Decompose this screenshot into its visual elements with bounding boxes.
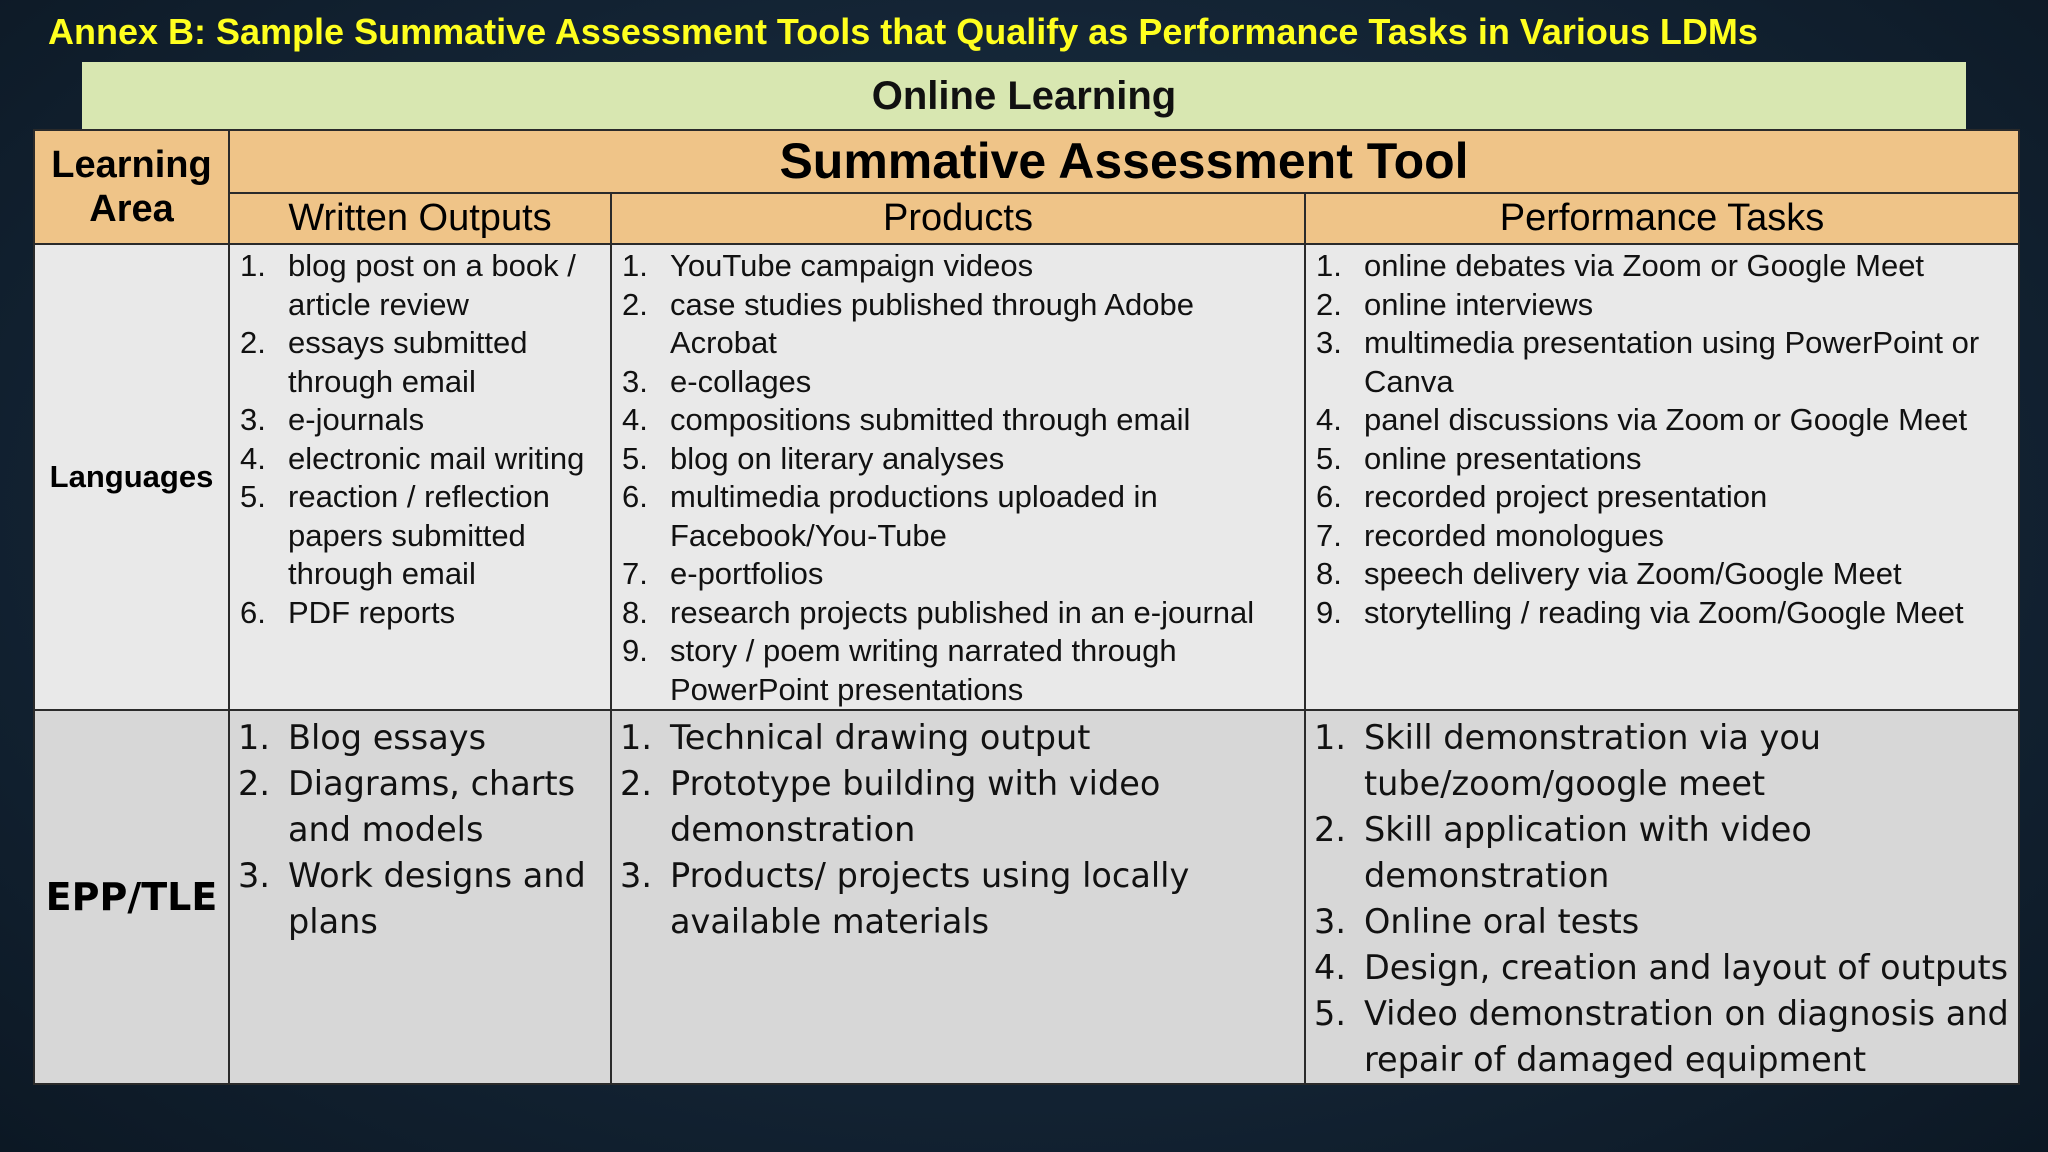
item-text: PDF reports <box>288 594 456 630</box>
epp-products <box>611 710 1305 1084</box>
list-item <box>612 594 1298 633</box>
item-number: 1. <box>1316 248 1342 283</box>
item-number: 2. <box>620 764 652 803</box>
slide-title: Annex B: Sample Summative Assessment Tools that Qualify as Performance Tasks in Various LDMs <box>48 11 1758 52</box>
item-text: essays submitted through email <box>288 325 528 399</box>
item-number: 3. <box>1314 902 1346 941</box>
item-text: Skill application with video demonstration <box>1364 810 1812 895</box>
item-text: Online oral tests <box>1364 902 1640 941</box>
list-item <box>1306 440 2012 479</box>
item-text: recorded project presentation <box>1364 479 1768 514</box>
item-text: reaction / reflection papers submitted through email <box>288 479 550 591</box>
list-item <box>230 440 604 479</box>
item-text: compositions submitted through email <box>670 402 1191 437</box>
list-item <box>230 594 604 633</box>
item-text: storytelling / reading via Zoom/Google Meet <box>1364 594 1964 630</box>
item-number: 7. <box>1316 517 1342 553</box>
list-item <box>612 761 1298 853</box>
item-text: panel discussions via Zoom or Google Meet <box>1364 402 1968 437</box>
item-text: speech delivery via Zoom/Google Meet <box>1364 556 1902 591</box>
item-number: 8. <box>1316 556 1342 591</box>
item-text: Blog essays <box>288 718 487 757</box>
item-text: case studies published through Adobe Acrobat <box>670 286 1194 360</box>
list-item <box>1306 991 2012 1083</box>
item-text: Skill demonstration via you tube/zoom/google meet <box>1364 718 1822 803</box>
item-number: 3. <box>622 363 648 399</box>
written-outputs-header: Written Outputs <box>229 193 611 244</box>
item-number: 2. <box>1316 286 1342 322</box>
item-number: 7. <box>622 556 648 591</box>
epp-written-outputs <box>229 710 611 1084</box>
item-number: 5. <box>240 479 266 514</box>
list-item <box>230 761 604 853</box>
list-item <box>612 555 1298 594</box>
item-number: 4. <box>1314 948 1346 987</box>
item-number: 4. <box>1316 402 1342 437</box>
item-number: 1. <box>620 718 652 757</box>
item-text: Diagrams, charts and models <box>288 764 576 849</box>
item-text: electronic mail writing <box>288 440 585 476</box>
list-item <box>1306 715 2012 807</box>
item-text: online interviews <box>1364 286 1594 322</box>
item-text: Design, creation and layout of outputs <box>1364 948 2009 987</box>
item-text: recorded monologues <box>1364 517 1664 553</box>
item-number: 1. <box>1314 718 1346 757</box>
item-text: Work designs and plans <box>288 856 586 941</box>
list-item <box>612 363 1298 402</box>
list-item <box>1306 401 2012 440</box>
list-item <box>1306 555 2012 594</box>
item-text: Prototype building with video demonstration <box>670 764 1161 849</box>
item-number: 1. <box>238 718 270 757</box>
item-number: 8. <box>622 594 648 630</box>
item-text: YouTube campaign videos <box>670 248 1034 283</box>
epp-performance-tasks <box>1305 710 2019 1084</box>
item-number: 6. <box>240 594 266 630</box>
item-number: 3. <box>1316 325 1342 360</box>
list-item <box>1306 807 2012 899</box>
epp-tle-row <box>34 710 2019 1084</box>
list-item <box>1306 324 2012 401</box>
list-item <box>230 478 604 594</box>
list-item <box>230 324 604 401</box>
summative-tool-header: Summative Assessment Tool <box>229 130 2019 193</box>
item-number: 9. <box>1316 594 1342 630</box>
item-number: 9. <box>622 633 648 668</box>
list-item <box>612 440 1298 479</box>
item-text: Video demonstration on diagnosis and repair of damaged equipment <box>1364 994 2009 1079</box>
item-number: 2. <box>1314 810 1346 849</box>
item-text: online debates via Zoom or Google Meet <box>1364 248 1925 283</box>
list-item <box>612 632 1298 709</box>
item-number: 2. <box>238 764 270 803</box>
languages-row <box>34 244 2019 710</box>
item-number: 3. <box>238 856 270 895</box>
assessment-table <box>33 129 2020 1085</box>
item-text: online presentations <box>1364 440 1642 476</box>
list-item <box>612 715 1298 761</box>
item-text: Technical drawing output <box>670 718 1091 757</box>
list-item <box>1306 594 2012 633</box>
item-text: Products/ projects using locally available materials <box>670 856 1190 941</box>
item-number: 2. <box>622 286 648 322</box>
languages-written-outputs <box>229 244 611 710</box>
item-number: 1. <box>240 248 266 283</box>
list-item <box>612 247 1298 286</box>
item-text: blog on literary analyses <box>670 440 1005 476</box>
item-text: multimedia productions uploaded in Facebook/You-Tube <box>670 479 1158 553</box>
learning-area-languages: Languages <box>34 244 229 710</box>
item-number: 4. <box>622 402 648 437</box>
list-item <box>612 853 1298 945</box>
performance-tasks-header: Performance Tasks <box>1305 193 2019 244</box>
item-text: blog post on a book / article review <box>288 248 576 322</box>
item-number: 3. <box>240 402 266 437</box>
item-number: 3. <box>620 856 652 895</box>
item-text: multimedia presentation using PowerPoint or Canva <box>1364 325 1980 399</box>
list-item <box>1306 478 2012 517</box>
learning-area-header: Learning Area <box>34 130 229 244</box>
products-header: Products <box>611 193 1305 244</box>
item-text: e-collages <box>670 363 812 399</box>
list-item <box>1306 517 2012 556</box>
list-item <box>612 401 1298 440</box>
list-item <box>1306 286 2012 325</box>
ldm-banner: Online Learning <box>82 62 1966 130</box>
list-item <box>230 247 604 324</box>
list-item <box>1306 945 2012 991</box>
list-item <box>1306 247 2012 286</box>
languages-performance-tasks <box>1305 244 2019 710</box>
item-text: e-portfolios <box>670 556 824 591</box>
item-number: 2. <box>240 325 266 360</box>
item-number: 5. <box>1316 440 1342 476</box>
item-number: 6. <box>1316 479 1342 514</box>
item-text: research projects published in an e-journal <box>670 594 1255 630</box>
item-text: story / poem writing narrated through PowerPoint presentations <box>670 633 1177 707</box>
list-item <box>230 401 604 440</box>
item-number: 1. <box>622 248 648 283</box>
item-number: 6. <box>622 479 648 514</box>
list-item <box>230 715 604 761</box>
item-text: e-journals <box>288 402 425 437</box>
item-number: 4. <box>240 440 266 476</box>
languages-products <box>611 244 1305 710</box>
item-number: 5. <box>1314 994 1346 1033</box>
learning-area-epp-tle: EPP/TLE <box>34 710 229 1084</box>
list-item <box>612 286 1298 363</box>
item-number: 5. <box>622 440 648 476</box>
list-item <box>1306 899 2012 945</box>
list-item <box>230 853 604 945</box>
list-item <box>612 478 1298 555</box>
